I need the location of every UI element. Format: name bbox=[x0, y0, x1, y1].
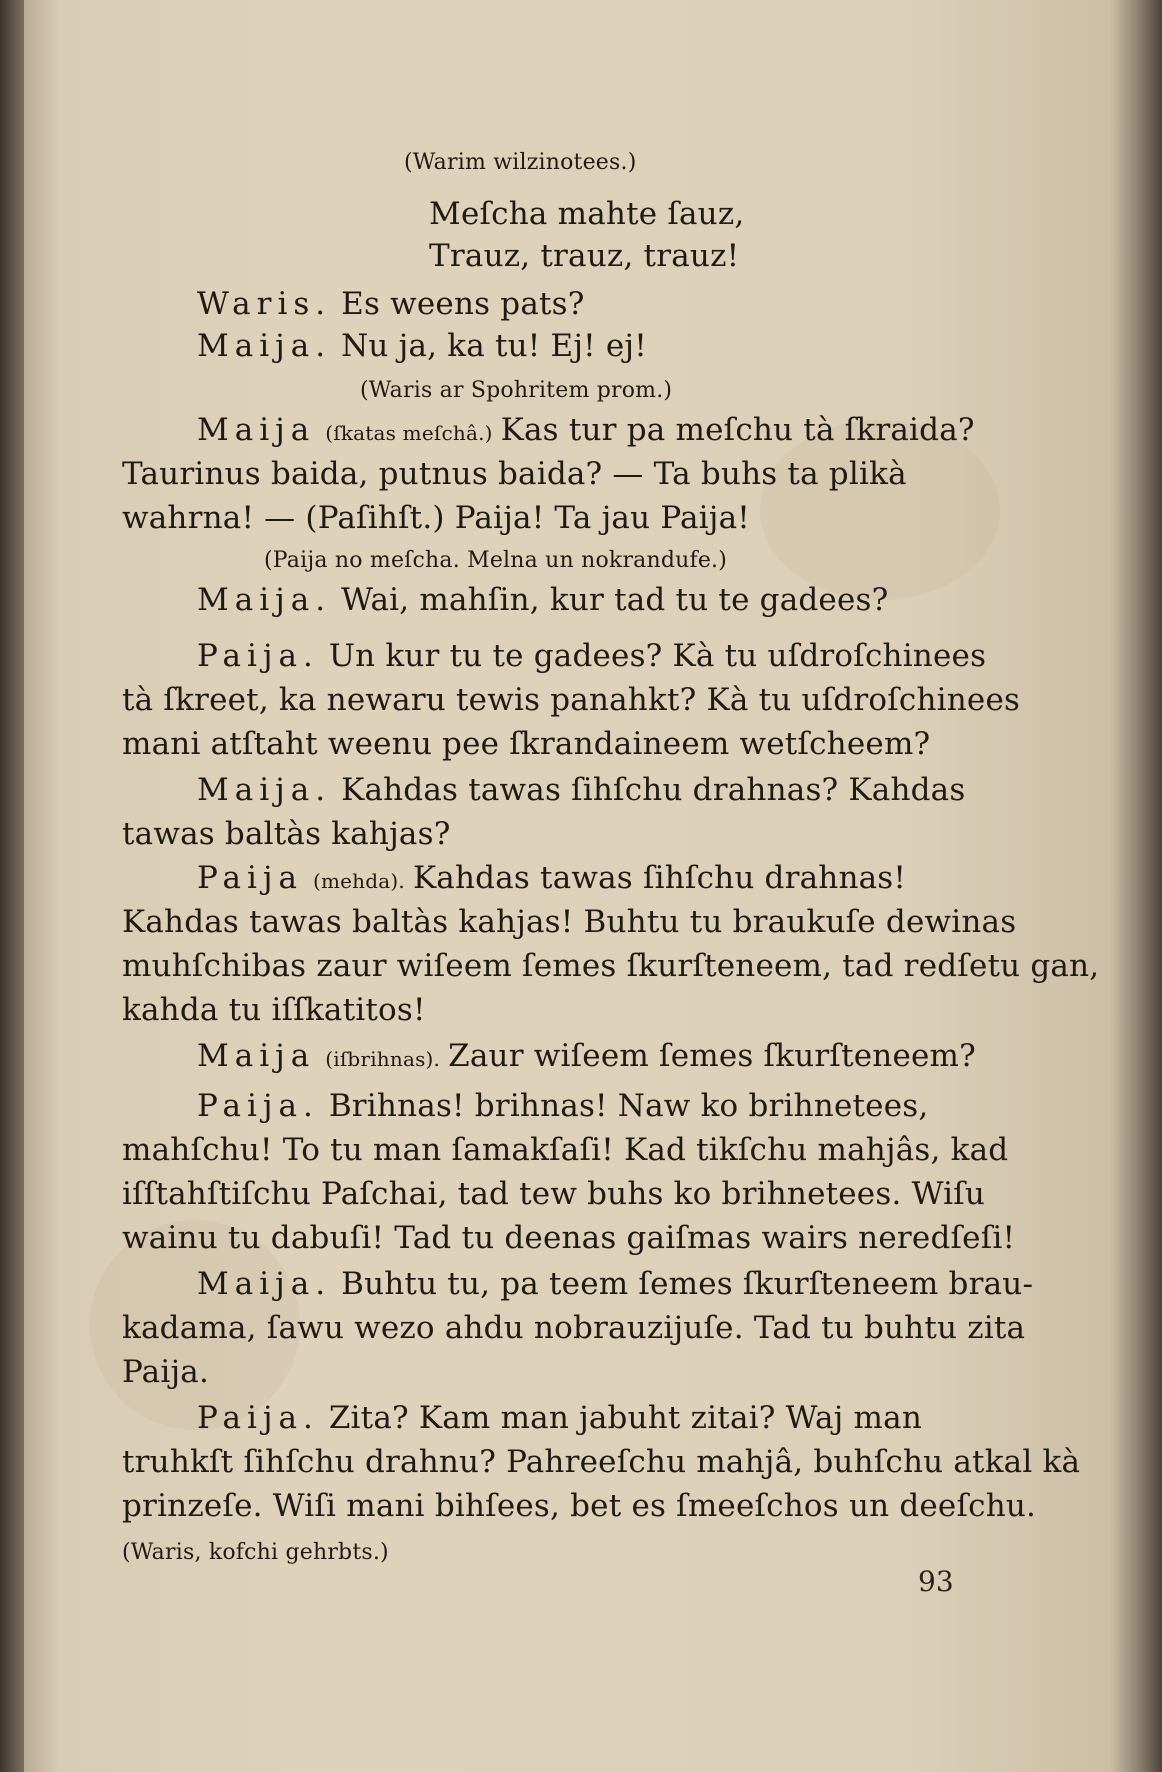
speaker-name: Maija bbox=[197, 412, 316, 448]
dialogue-line: Waris. Es weens pats? bbox=[197, 286, 585, 322]
dialogue-line: Paija. Un kur tu te gadees? Kà tu uſdroſchinees bbox=[197, 638, 987, 674]
speaker-name: Maija bbox=[197, 1038, 316, 1074]
dialogue-line: wahrna! — (Paſihſt.) Paija! Ta jau Paija! bbox=[122, 500, 750, 536]
speaker-name: Paija. bbox=[197, 1400, 319, 1436]
inline-stage-direction: (mehda). bbox=[312, 869, 405, 893]
dialogue-line: iſſtahſtiſchu Paſchai, tad tew buhs ko brihnetees. Wiſu bbox=[122, 1176, 986, 1212]
dialogue-line: kahda tu iſſkatitos! bbox=[122, 992, 426, 1028]
dialogue-line: wainu tu dabuſi! Tad tu deenas gaiſmas wairs neredſeſi! bbox=[122, 1220, 1016, 1256]
dialogue-line: mani atſtaht weenu pee ſkrandaineem wetſcheem? bbox=[122, 726, 931, 762]
dialogue-line: Maija. Kahdas tawas ſihſchu drahnas? Kahdas bbox=[197, 772, 966, 808]
dialogue-line: Maija (ſkatas meſchâ.) Kas tur pa meſchu tà ſkraida? bbox=[197, 412, 975, 448]
stage-direction: (Warim wilzinotees.) bbox=[404, 150, 637, 175]
dialogue-line: Kahdas tawas baltàs kahjas! Buhtu tu braukuſe dewinas bbox=[122, 904, 1017, 940]
dialogue-line: Paija (mehda). Kahdas tawas ſihſchu drahnas! bbox=[197, 860, 907, 896]
dialogue-line: tawas baltàs kahjas? bbox=[122, 816, 451, 852]
dialogue-line: Maija (iſbrihnas). Zaur wiſeem ſemes ſkurſteneem? bbox=[197, 1038, 976, 1074]
dialogue-line: Paija. bbox=[122, 1354, 210, 1390]
inline-stage-direction: (ſkatas meſchâ.) bbox=[325, 421, 493, 445]
dialogue-line: Taurinus baida, putnus baida? — Ta buhs ta plikà bbox=[122, 456, 907, 492]
speaker-name: Paija. bbox=[197, 1088, 319, 1124]
speaker-name: Waris. bbox=[197, 286, 332, 322]
dialogue-line: Paija. Zita? Kam man jabuht zitai? Waj man bbox=[197, 1400, 922, 1436]
dialogue-line: mahſchu! To tu man ſamakſaſi! Kad tikſchu mahjâs, kad bbox=[122, 1132, 1009, 1168]
book-spine bbox=[0, 0, 24, 1772]
page-number: 93 bbox=[918, 1565, 954, 1598]
dialogue-line: Maija. Wai, mahſin, kur tad tu te gadees? bbox=[197, 582, 889, 618]
dialogue-line: tà ſkreet, ka newaru tewis panahkt? Kà tu uſdroſchinees bbox=[122, 682, 1021, 718]
dialogue-line: Paija. Brihnas! brihnas! Naw ko brihnetees, bbox=[197, 1088, 929, 1124]
dialogue-line: Maija. Buhtu tu, pa teem ſemes ſkurſteneem brau- bbox=[197, 1266, 1034, 1302]
dialogue-line: truhkſt ſihſchu drahnu? Pahreeſchu mahjâ, buhſchu atkal kà bbox=[122, 1444, 1081, 1480]
speaker-name: Maija. bbox=[197, 328, 332, 364]
speaker-name: Maija. bbox=[197, 582, 332, 618]
inline-stage-direction: (iſbrihnas). bbox=[325, 1047, 441, 1071]
dialogue-line: prinzeſe. Wiſi mani bihſees, bet es ſmeeſchos un deeſchu. bbox=[122, 1488, 1037, 1524]
dialogue-line: muhſchibas zaur wiſeem ſemes ſkurſteneem, tad redſetu gan, bbox=[122, 948, 1100, 984]
speaker-name: Maija. bbox=[197, 1266, 332, 1302]
verse-line: Meſcha mahte ſauz, bbox=[429, 196, 745, 232]
dialogue-line: Maija. Nu ja, ka tu! Ej! ej! bbox=[197, 328, 647, 364]
stage-direction: (Waris ar Spohritem prom.) bbox=[360, 378, 673, 403]
stage-direction: (Paija no meſcha. Melna un nokrandufe.) bbox=[264, 548, 728, 573]
dialogue-line: kadama, ſawu wezo ahdu nobrauzijuſe. Tad tu buhtu zita bbox=[122, 1310, 1026, 1346]
speaker-name: Paija bbox=[197, 860, 303, 896]
speaker-name: Maija. bbox=[197, 772, 332, 808]
verse-line: Trauz, trauz, trauz! bbox=[429, 238, 740, 274]
speaker-name: Paija. bbox=[197, 638, 319, 674]
stage-direction: (Waris, kofchi gehrbts.) bbox=[122, 1540, 389, 1565]
